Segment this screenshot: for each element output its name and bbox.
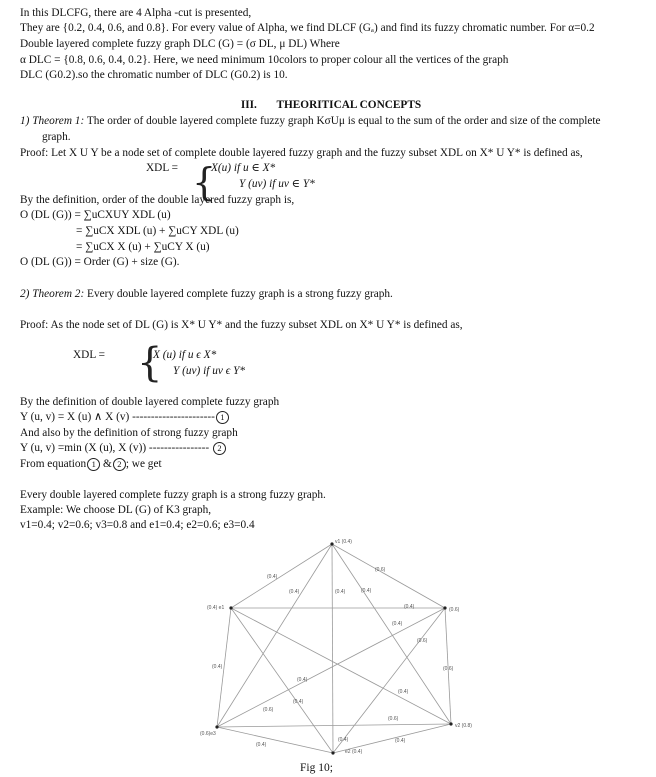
node-v1 — [330, 542, 333, 545]
section-number: III. — [240, 99, 257, 111]
theorem1-proof: Proof: Let X U Y be a node set of complete double layered fuzzy graph and the fuzzy subset XDL on X* U Y* is defined as, — [20, 147, 583, 159]
edge-label: (0.4) — [335, 589, 346, 595]
node-e3 — [215, 725, 218, 728]
edge — [217, 544, 332, 727]
theorem1-text: The order of double layered complete fuzzy graph KσUμ is equal to the sum of the order and size of the complete — [86, 115, 601, 127]
edge-label: (0.4) — [256, 742, 267, 748]
fuzzy-graph-figure — [195, 535, 480, 761]
intro-line-4: α DLC = {0.8, 0.6, 0.4, 0.2}. Here, we need minimum 10colors to proper colour all the vertices of the graph — [20, 54, 509, 66]
theorem2-xdl-lhs: XDL = — [73, 349, 105, 361]
theorem2-line-5-end: ; we get — [125, 458, 162, 470]
graph-nodes — [215, 542, 452, 754]
theorem2-line-5-amp: & — [103, 458, 112, 470]
theorem1-eq-3: = ∑uCX X (u) + ∑uCY X (u) — [76, 241, 210, 253]
intro-line-1: In this DLCFG, there are 4 Alpha -cut is presented, — [20, 7, 252, 19]
node-label: (0.6) — [449, 607, 460, 613]
theorem1-eq-2: = ∑uCX XDL (u) + ∑uCY XDL (u) — [76, 225, 239, 237]
section-heading — [20, 98, 642, 114]
edge — [332, 544, 333, 753]
theorem1-eq-1: O (DL (G)) = ∑uCXUY XDL (u) — [20, 209, 171, 221]
theorem2-conclusion: Every double layered complete fuzzy graph is a strong fuzzy graph. — [20, 489, 326, 501]
edge-label: (0.6) — [388, 716, 399, 722]
edge-label: (0.4) — [212, 664, 223, 670]
theorem1-text-cont: graph. — [42, 131, 71, 143]
theorem2-line-5 — [20, 457, 642, 473]
equation-1-ref: 1 — [87, 458, 100, 471]
theorem1-eq-4: O (DL (G)) = Order (G) + size (G). — [20, 256, 180, 268]
theorem2-text: Every double layered complete fuzzy graph is a strong fuzzy graph. — [87, 288, 393, 300]
theorem2-statement — [20, 287, 642, 303]
graph-edges — [217, 544, 451, 753]
theorem2-line-5-text: From equation — [20, 458, 87, 470]
edge-label: (0.6) — [375, 567, 386, 573]
node-labels — [200, 539, 472, 755]
theorem2-line-2 — [20, 410, 642, 426]
theorem1-case-2: Y (uv) if uv ∈ Y* — [239, 178, 315, 190]
theorem2-line-4 — [20, 441, 642, 457]
edge-label: (0.4) — [338, 737, 349, 743]
edge-label: (0.4) — [404, 604, 415, 610]
example-values: v1=0.4; v2=0.6; v3=0.8 and e1=0.4; e2=0.6; e3=0.4 — [20, 519, 255, 531]
node-label: v2 (0.8) — [455, 723, 472, 729]
node-label: (0.4) e1 — [207, 605, 225, 611]
brace-1: { — [192, 160, 217, 204]
edge — [231, 544, 332, 608]
edge-label: (0.4) — [392, 621, 403, 627]
node-06 — [443, 606, 446, 609]
edge — [332, 544, 451, 724]
theorem1-case-1: X(u) if u ∈ X* — [211, 162, 276, 174]
theorem2-case-2: Y (uv) if uv ϵ Y* — [173, 365, 246, 377]
section-title: THEORITICAL CONCEPTS — [276, 99, 422, 111]
theorem2-line-3: And also by the definition of strong fuzzy graph — [20, 427, 238, 439]
edge-label: (0.6) — [417, 638, 428, 644]
node-e2 — [331, 751, 334, 754]
edge-label: (0.4) — [297, 677, 308, 683]
node-label: (0.6)e3 — [200, 731, 216, 737]
theorem1-xdl-lhs: XDL = — [146, 162, 178, 174]
example-line: Example: We choose DL (G) of K3 graph, — [20, 504, 212, 516]
figure-caption: Fig 10; — [300, 762, 333, 774]
equation-1-marker: 1 — [216, 411, 229, 424]
edge — [332, 544, 445, 608]
edge-label: (0.6) — [263, 707, 274, 713]
edge-label: (0.4) — [289, 589, 300, 595]
edge — [217, 724, 451, 727]
node-v2 — [449, 722, 452, 725]
intro-line-2: They are {0.2, 0.4, 0.6, and 0.8}. For every value of Alpha, we find DLCF (Gₐ) and find its fuzzy chromatic number. For α=0.2 — [20, 22, 595, 34]
edge-label: (0.4) — [267, 574, 278, 580]
node-label: e2 (0.4) — [345, 749, 363, 755]
theorem1-label: 1) Theorem 1: — [20, 115, 85, 127]
edge-label: (0.4) — [395, 738, 406, 744]
theorem2-proof: Proof: As the node set of DL (G) is X* U Y* and the fuzzy subset XDL on X* U Y* is defined as, — [20, 319, 463, 331]
theorem2-case-1: X (u) if u ϵ X* — [153, 349, 217, 361]
intro-line-5: DLC (G0.2).so the chromatic number of DLC (G0.2) is 10. — [20, 69, 288, 81]
equation-2-marker: 2 — [213, 442, 226, 455]
theorem2-line-1: By the definition of double layered complete fuzzy graph — [20, 396, 280, 408]
theorem1-statement — [20, 114, 642, 130]
edge — [217, 727, 333, 753]
theorem1-definition: By the definition, order of the double layered fuzzy graph is, — [20, 194, 295, 206]
equation-2-ref: 2 — [113, 458, 126, 471]
edge-label: (0.4) — [398, 689, 409, 695]
theorem2-label: 2) Theorem 2: — [20, 288, 85, 300]
edge-label: (0.4) — [293, 699, 304, 705]
edge-label: (0.6) — [443, 666, 454, 672]
edge — [217, 608, 445, 727]
node-label: v1 (0.4) — [335, 539, 352, 545]
node-e1 — [229, 606, 232, 609]
theorem2-line-4-text: Y (u, v) =min (X (u), X (v)) ---------------- — [20, 442, 210, 454]
intro-line-3: Double layered complete fuzzy graph DLC (G) = (σ DL, μ DL) Where — [20, 38, 340, 50]
brace-2: { — [137, 340, 163, 386]
edge-label: (0.4) — [361, 588, 372, 594]
theorem2-line-2-text: Y (u, v) = X (u) ∧ X (v) ---------------------- — [20, 411, 215, 423]
